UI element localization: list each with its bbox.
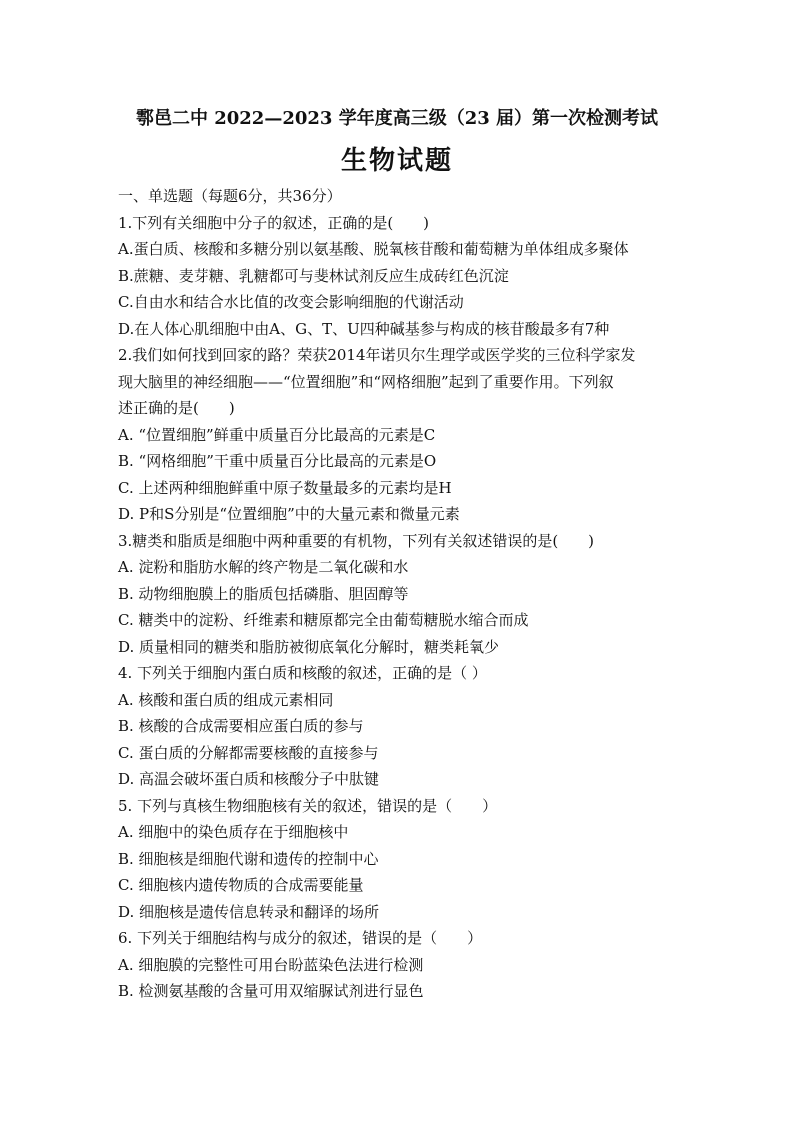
question-3-option-a: A. 淀粉和脂肪水解的终产物是二氧化碳和水 xyxy=(118,558,409,576)
question-1-option-d: D.在人体心肌细胞中由A、G、T、U四种碱基参与构成的核苷酸最多有7种 xyxy=(118,319,610,338)
question-5-option-b: B. 细胞核是细胞代谢和遗传的控制中心 xyxy=(118,849,379,868)
question-5-option-c: C. 细胞核内遗传物质的合成需要能量 xyxy=(118,876,364,894)
question-2-stem-line-3: 述正确的是( ) xyxy=(118,399,235,417)
question-2-stem-line-1: 2.我们如何找到回家的路？荣获2014年诺贝尔生理学或医学奖的三位科学家发 xyxy=(118,346,636,364)
question-3-stem: 3.糖类和脂质是细胞中两种重要的有机物，下列有关叙述错误的是( ) xyxy=(118,531,595,550)
exam-subtitle: 生物试题 xyxy=(340,146,453,176)
question-4-option-d: D. 高温会破坏蛋白质和核酸分子中肽键 xyxy=(118,770,380,788)
question-3-option-c: C. 糖类中的淀粉、纤维素和糖原都完全由葡萄糖脱水缩合而成 xyxy=(118,611,529,629)
question-3-option-d: D. 质量相同的糖类和脂肪被彻底氧化分解时，糖类耗氧少 xyxy=(118,637,500,656)
question-2-stem-line-2: 现大脑里的神经细胞——“位置细胞”和“网格细胞”起到了重要作用。下列叙 xyxy=(118,372,614,391)
question-4-option-c: C. 蛋白质的分解都需要核酸的直接参与 xyxy=(118,743,379,762)
question-6-option-b: B. 检测氨基酸的含量可用双缩脲试剂进行显色 xyxy=(118,982,424,1000)
question-1-option-a: A.蛋白质、核酸和多糖分别以氨基酸、脱氧核苷酸和葡萄糖为单体组成多聚体 xyxy=(118,240,629,258)
exam-body xyxy=(118,183,698,1005)
question-4-stem: 4. 下列关于细胞内蛋白质和核酸的叙述，正确的是（ ） xyxy=(118,664,487,682)
question-5-option-d: D. 细胞核是遗传信息转录和翻译的场所 xyxy=(118,902,380,921)
question-5-option-a: A. 细胞中的染色质存在于细胞核中 xyxy=(118,823,349,841)
question-2-option-c: C. 上述两种细胞鲜重中原子数量最多的元素均是H xyxy=(118,478,452,497)
question-5-stem: 5. 下列与真核生物细胞核有关的叙述，错误的是（ ） xyxy=(118,796,498,815)
question-6-option-a: A. 细胞膜的完整性可用台盼蓝染色法进行检测 xyxy=(118,955,424,974)
question-4-option-b: B. 核酸的合成需要相应蛋白质的参与 xyxy=(118,717,364,735)
question-1-stem: 1.下列有关细胞中分子的叙述，正确的是( ) xyxy=(118,213,430,232)
question-4-option-a: A. 核酸和蛋白质的组成元素相同 xyxy=(118,690,334,709)
question-1-option-b: B.蔗糖、麦芽糖、乳糖都可与斐林试剂反应生成砖红色沉淀 xyxy=(118,266,509,285)
question-6-stem: 6. 下列关于细胞结构与成分的叙述，错误的是（ ） xyxy=(118,929,483,947)
question-2-option-d: D. P和S分别是“位置细胞”中的大量元素和微量元素 xyxy=(118,505,460,523)
exam-title: 鄠邑二中 2022—2023 学年度高三级（23 届）第一次检测考试 xyxy=(135,108,659,129)
question-2-option-b: B. “网格细胞”干重中质量百分比最高的元素是O xyxy=(118,452,437,470)
section-heading: 一、单选题（每题6分，共36分） xyxy=(118,187,342,205)
question-2-option-a: A. “位置细胞”鲜重中质量百分比最高的元素是C xyxy=(118,425,436,444)
question-1-option-c: C.自由水和结合水比值的改变会影响细胞的代谢活动 xyxy=(118,293,464,311)
question-3-option-b: B. 动物细胞膜上的脂质包括磷脂、胆固醇等 xyxy=(118,584,409,603)
